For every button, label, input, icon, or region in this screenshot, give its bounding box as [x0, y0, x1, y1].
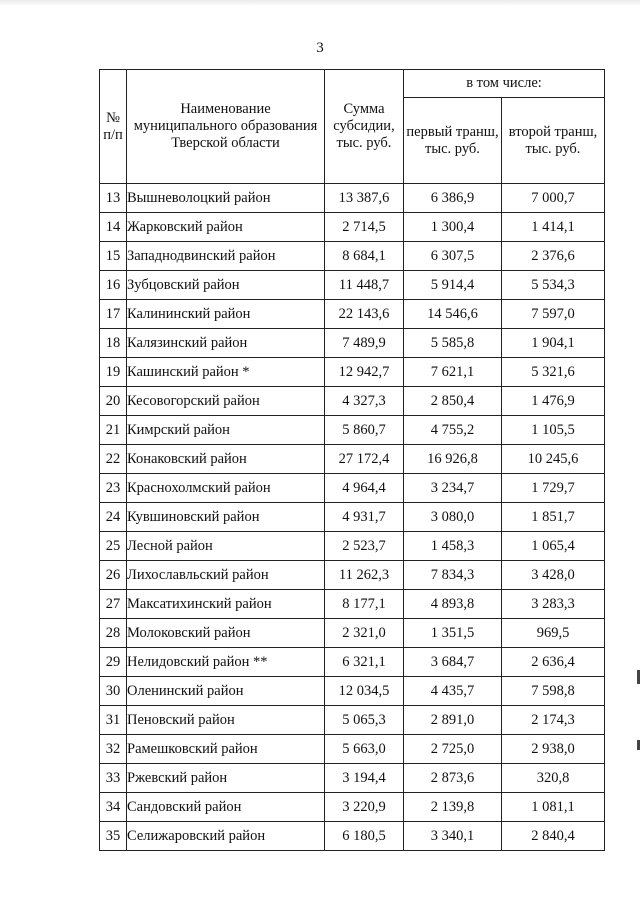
row-second-tranche: 7 597,0	[502, 300, 605, 329]
row-number: 23	[100, 474, 127, 503]
row-second-tranche: 1 105,5	[502, 416, 605, 445]
row-number: 15	[100, 242, 127, 271]
row-number: 27	[100, 590, 127, 619]
row-name: Вышневолоцкий район	[127, 184, 325, 213]
row-number: 19	[100, 358, 127, 387]
row-sum: 3 220,9	[325, 793, 404, 822]
row-first-tranche: 2 873,6	[404, 764, 502, 793]
row-sum: 13 387,6	[325, 184, 404, 213]
table-row	[100, 184, 605, 213]
row-second-tranche: 2 376,6	[502, 242, 605, 271]
row-sum: 11 448,7	[325, 271, 404, 300]
row-second-tranche: 1 904,1	[502, 329, 605, 358]
row-second-tranche: 1 851,7	[502, 503, 605, 532]
row-second-tranche: 1 081,1	[502, 793, 605, 822]
table-row	[100, 503, 605, 532]
row-number: 13	[100, 184, 127, 213]
row-first-tranche: 6 386,9	[404, 184, 502, 213]
table-row	[100, 445, 605, 474]
row-name: Кувшиновский район	[127, 503, 325, 532]
row-number: 21	[100, 416, 127, 445]
row-sum: 3 194,4	[325, 764, 404, 793]
row-number: 31	[100, 706, 127, 735]
row-second-tranche: 3 283,3	[502, 590, 605, 619]
row-first-tranche: 3 684,7	[404, 648, 502, 677]
table-row	[100, 358, 605, 387]
row-name: Лихославльский район	[127, 561, 325, 590]
row-sum: 12 034,5	[325, 677, 404, 706]
row-number: 33	[100, 764, 127, 793]
row-name: Конаковский район	[127, 445, 325, 474]
row-second-tranche: 10 245,6	[502, 445, 605, 474]
row-sum: 5 065,3	[325, 706, 404, 735]
row-second-tranche: 5 534,3	[502, 271, 605, 300]
header-num: № п/п	[100, 70, 127, 184]
row-sum: 22 143,6	[325, 300, 404, 329]
header-including: в том числе:	[404, 70, 605, 98]
row-first-tranche: 4 755,2	[404, 416, 502, 445]
row-second-tranche: 2 840,4	[502, 822, 605, 851]
row-first-tranche: 4 435,7	[404, 677, 502, 706]
table-row	[100, 677, 605, 706]
table-row	[100, 648, 605, 677]
table-row	[100, 532, 605, 561]
header-name: Наименование муниципального образования Тверской области	[127, 70, 325, 184]
row-second-tranche: 1 065,4	[502, 532, 605, 561]
table-row	[100, 764, 605, 793]
row-name: Кимрский район	[127, 416, 325, 445]
row-sum: 7 489,9	[325, 329, 404, 358]
row-name: Максатихинский район	[127, 590, 325, 619]
row-first-tranche: 2 850,4	[404, 387, 502, 416]
row-number: 24	[100, 503, 127, 532]
row-number: 14	[100, 213, 127, 242]
row-name: Сандовский район	[127, 793, 325, 822]
table-row	[100, 474, 605, 503]
row-first-tranche: 3 080,0	[404, 503, 502, 532]
row-second-tranche: 3 428,0	[502, 561, 605, 590]
row-name: Зубцовский район	[127, 271, 325, 300]
row-number: 22	[100, 445, 127, 474]
row-sum: 8 177,1	[325, 590, 404, 619]
row-name: Кесовогорский район	[127, 387, 325, 416]
row-first-tranche: 1 300,4	[404, 213, 502, 242]
row-second-tranche: 5 321,6	[502, 358, 605, 387]
row-sum: 8 684,1	[325, 242, 404, 271]
table-row	[100, 619, 605, 648]
row-number: 30	[100, 677, 127, 706]
row-name: Пеновский район	[127, 706, 325, 735]
row-number: 32	[100, 735, 127, 764]
row-second-tranche: 1 729,7	[502, 474, 605, 503]
row-number: 28	[100, 619, 127, 648]
page-number: 3	[316, 40, 324, 56]
row-first-tranche: 3 340,1	[404, 822, 502, 851]
row-sum: 5 860,7	[325, 416, 404, 445]
row-first-tranche: 1 458,3	[404, 532, 502, 561]
row-second-tranche: 969,5	[502, 619, 605, 648]
row-second-tranche: 320,8	[502, 764, 605, 793]
header-first-tranche: первый транш, тыс. руб.	[404, 98, 502, 184]
row-second-tranche: 1 414,1	[502, 213, 605, 242]
table-row	[100, 329, 605, 358]
row-second-tranche: 2 636,4	[502, 648, 605, 677]
row-number: 26	[100, 561, 127, 590]
row-name: Молоковский район	[127, 619, 325, 648]
row-sum: 27 172,4	[325, 445, 404, 474]
row-first-tranche: 7 834,3	[404, 561, 502, 590]
table-row	[100, 706, 605, 735]
table-row	[100, 561, 605, 590]
row-name: Краснохолмский район	[127, 474, 325, 503]
row-second-tranche: 2 174,3	[502, 706, 605, 735]
row-sum: 2 523,7	[325, 532, 404, 561]
row-first-tranche: 5 914,4	[404, 271, 502, 300]
row-sum: 4 327,3	[325, 387, 404, 416]
row-first-tranche: 3 234,7	[404, 474, 502, 503]
row-sum: 2 714,5	[325, 213, 404, 242]
row-first-tranche: 2 891,0	[404, 706, 502, 735]
row-number: 35	[100, 822, 127, 851]
row-name: Кашинский район *	[127, 358, 325, 387]
row-name: Жарковский район	[127, 213, 325, 242]
row-name: Лесной район	[127, 532, 325, 561]
header-second-tranche: второй транш, тыс. руб.	[502, 98, 605, 184]
table-row	[100, 590, 605, 619]
row-name: Ржевский район	[127, 764, 325, 793]
row-first-tranche: 2 725,0	[404, 735, 502, 764]
row-sum: 2 321,0	[325, 619, 404, 648]
row-second-tranche: 7 598,8	[502, 677, 605, 706]
row-sum: 4 964,4	[325, 474, 404, 503]
row-second-tranche: 2 938,0	[502, 735, 605, 764]
row-first-tranche: 1 351,5	[404, 619, 502, 648]
row-name: Нелидовский район **	[127, 648, 325, 677]
row-sum: 5 663,0	[325, 735, 404, 764]
row-sum: 4 931,7	[325, 503, 404, 532]
header-sum: Сумма субсидии, тыс. руб.	[325, 70, 404, 184]
row-number: 29	[100, 648, 127, 677]
row-sum: 11 262,3	[325, 561, 404, 590]
table-row	[100, 822, 605, 851]
subsidy-table	[99, 69, 605, 851]
row-first-tranche: 4 893,8	[404, 590, 502, 619]
row-number: 34	[100, 793, 127, 822]
row-sum: 12 942,7	[325, 358, 404, 387]
row-name: Рамешковский район	[127, 735, 325, 764]
row-sum: 6 180,5	[325, 822, 404, 851]
row-name: Оленинский район	[127, 677, 325, 706]
table-row	[100, 387, 605, 416]
row-number: 17	[100, 300, 127, 329]
row-first-tranche: 16 926,8	[404, 445, 502, 474]
row-second-tranche: 7 000,7	[502, 184, 605, 213]
row-number: 18	[100, 329, 127, 358]
row-name: Калининский район	[127, 300, 325, 329]
table-row	[100, 242, 605, 271]
table-row	[100, 271, 605, 300]
row-first-tranche: 14 546,6	[404, 300, 502, 329]
row-first-tranche: 2 139,8	[404, 793, 502, 822]
scan-edge	[0, 0, 640, 6]
row-number: 20	[100, 387, 127, 416]
row-name: Селижаровский район	[127, 822, 325, 851]
row-name: Калязинский район	[127, 329, 325, 358]
table-row	[100, 793, 605, 822]
row-number: 16	[100, 271, 127, 300]
table-row	[100, 300, 605, 329]
row-sum: 6 321,1	[325, 648, 404, 677]
table-row	[100, 735, 605, 764]
table-row	[100, 213, 605, 242]
row-first-tranche: 6 307,5	[404, 242, 502, 271]
table-row	[100, 416, 605, 445]
row-number: 25	[100, 532, 127, 561]
row-name: Западнодвинский район	[127, 242, 325, 271]
row-second-tranche: 1 476,9	[502, 387, 605, 416]
row-first-tranche: 5 585,8	[404, 329, 502, 358]
row-first-tranche: 7 621,1	[404, 358, 502, 387]
